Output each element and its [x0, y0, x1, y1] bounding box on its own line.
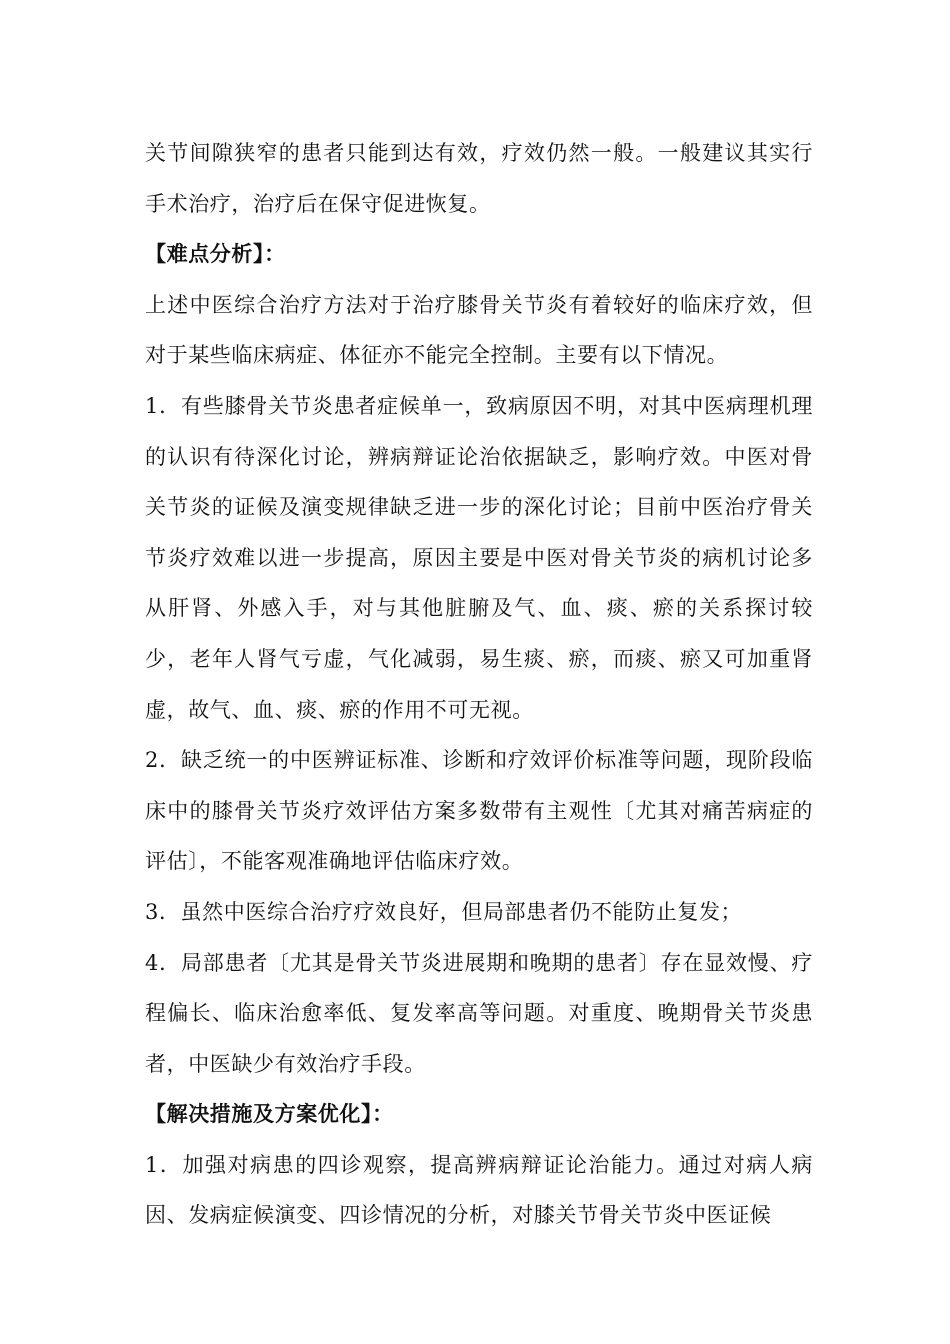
list-item-3: 3．虽然中医综合治疗疗效良好，但局部患者仍不能防止复发； — [145, 899, 743, 924]
solution-item-1: 1．加强对病患的四诊观察，提高辨病辩证论治能力。通过对病人病因、发病症候演变、四诊情况的分析，对膝关节骨关节炎中医证候 — [145, 1152, 813, 1228]
section-heading-difficulty-analysis: 【难点分析】： — [145, 241, 286, 267]
list-item-2: 2．缺乏统一的中医辨证标准、诊断和疗效评价标准等问题，现阶段临床中的膝骨关节炎疗效评估方案多数带有主观性〔尤其对痛苦病症的评估〕，不能客观准确地评估临床疗效。 — [145, 748, 813, 874]
paragraph-intro: 上述中医综合治疗方法对于治疗膝骨关节炎有着较好的临床疗效，但对于某些临床病症、体征亦不能完全控制。主要有以下情况。 — [145, 292, 813, 368]
section-heading-solutions: 【解决措施及方案优化】： — [145, 1101, 394, 1127]
list-item-1: 1．有些膝骨关节炎患者症候单一，致病原因不明，对其中医病理机理的认识有待深化讨论，辨病辩证论治依据缺乏，影响疗效。中医对骨关节炎的证候及演变规律缺乏进一步的深化讨论；目前中医治疗骨关节炎疗效难以进一步提高，原因主要是中医对骨关节炎的病机讨论多从肝肾、外感入手，对与其他脏腑及气、血、痰、瘀的关系探讨较少，老年人肾气亏虚，气化减弱，易生痰、瘀，而痰、瘀又可加重肾虚，故气、血、痰、瘀的作用不可无视。 — [145, 393, 813, 722]
document-body — [145, 128, 813, 1241]
paragraph-continuation: 关节间隙狭窄的患者只能到达有效，疗效仍然一般。一般建议其实行手术治疗，治疗后在保守促进恢复。 — [145, 141, 813, 216]
list-item-4: 4．局部患者〔尤其是骨关节炎进展期和晚期的患者〕存在显效慢、疗程偏长、临床治愈率低、复发率高等问题。对重度、晚期骨关节炎患者，中医缺少有效治疗手段。 — [145, 950, 813, 1076]
